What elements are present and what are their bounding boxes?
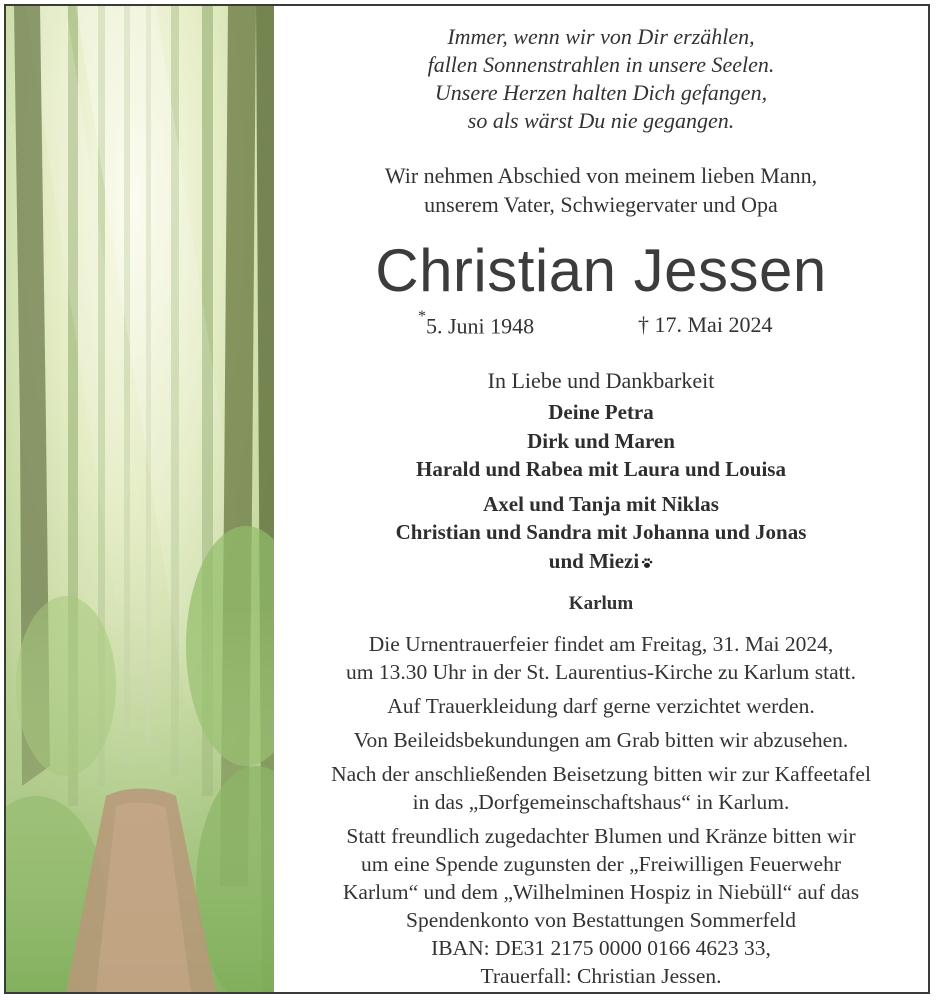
family-line: Axel und Tanja mit Niklas [483, 491, 719, 516]
family-line: Harald und Rabea mit Laura und Louisa [416, 457, 786, 481]
death-date [638, 312, 772, 338]
obituary-text [274, 6, 928, 992]
family-line-last [274, 547, 928, 576]
intro-line: Wir nehmen Abschied von meinem lieben Mann, [384, 163, 818, 188]
paw-icon [641, 557, 653, 569]
notice-line: Statt freundlich zugedachter Blumen und Kränze bitten wir [346, 824, 856, 848]
notice-line: Die Urnentrauerfeier findet am Freitag, 31. Mai 2024, [368, 632, 834, 656]
funeral-notice [274, 630, 928, 990]
farewell-intro [274, 161, 928, 219]
family-line: Christian und Sandra mit Johanna und Jonas [395, 520, 807, 544]
poem [274, 23, 928, 135]
place-name: Karlum [568, 593, 634, 614]
poem-line: so als wärst Du nie gegangen. [467, 108, 735, 133]
family-line: Dirk und Maren [527, 428, 675, 453]
notice-line: IBAN: DE31 2175 0000 0166 4623 33, [431, 936, 771, 960]
forest-image [6, 6, 274, 992]
notice-line: Von Beileidsbekundungen am Grab bitten wir abzusehen. [353, 728, 849, 752]
poem-line: fallen Sonnenstrahlen in unsere Seelen. [427, 52, 775, 77]
birth-star-icon: * [418, 308, 426, 325]
obituary-frame [4, 4, 930, 994]
cross-icon: † [638, 312, 649, 337]
forest-illustration [6, 6, 274, 992]
notice-line: Auf Trauerkleidung darf gerne verzichtet werden. [387, 694, 815, 718]
family-line-text: und Miezi [548, 548, 640, 573]
notice-line: Spendenkonto von Bestattungen Sommerfeld [406, 908, 796, 932]
birth-date-text: 5. Juni 1948 [426, 313, 535, 339]
deceased-name: Christian Jessen [375, 237, 827, 304]
life-dates [274, 308, 928, 338]
notice-line: um 13.30 Uhr in der St. Laurentius-Kirche zu Karlum statt. [346, 660, 856, 684]
intro-line: unserem Vater, Schwiegervater und Opa [424, 192, 778, 217]
death-date-text: 17. Mai 2024 [654, 312, 773, 337]
notice-line: um eine Spende zugunsten der „Freiwilligen Feuerwehr [360, 852, 842, 876]
notice-line: Karlum“ und dem „Wilhelminen Hospiz in Niebüll“ auf das [342, 880, 860, 904]
notice-line: Nach der anschließenden Beisetzung bitten wir zur Kaffeetafel [331, 762, 871, 786]
poem-line: Immer, wenn wir von Dir erzählen, [447, 24, 755, 49]
notice-line: in das „Dorfgemeinschaftshaus“ in Karlum. [412, 790, 790, 814]
notice-line: Trauerfall: Christian Jessen. [480, 964, 722, 988]
family-signatures [274, 398, 928, 575]
family-line: Deine Petra [548, 400, 654, 424]
gratitude-line: In Liebe und Dankbarkeit [487, 368, 715, 393]
birth-date [418, 308, 535, 339]
poem-line: Unsere Herzen halten Dich gefangen, [434, 80, 768, 105]
